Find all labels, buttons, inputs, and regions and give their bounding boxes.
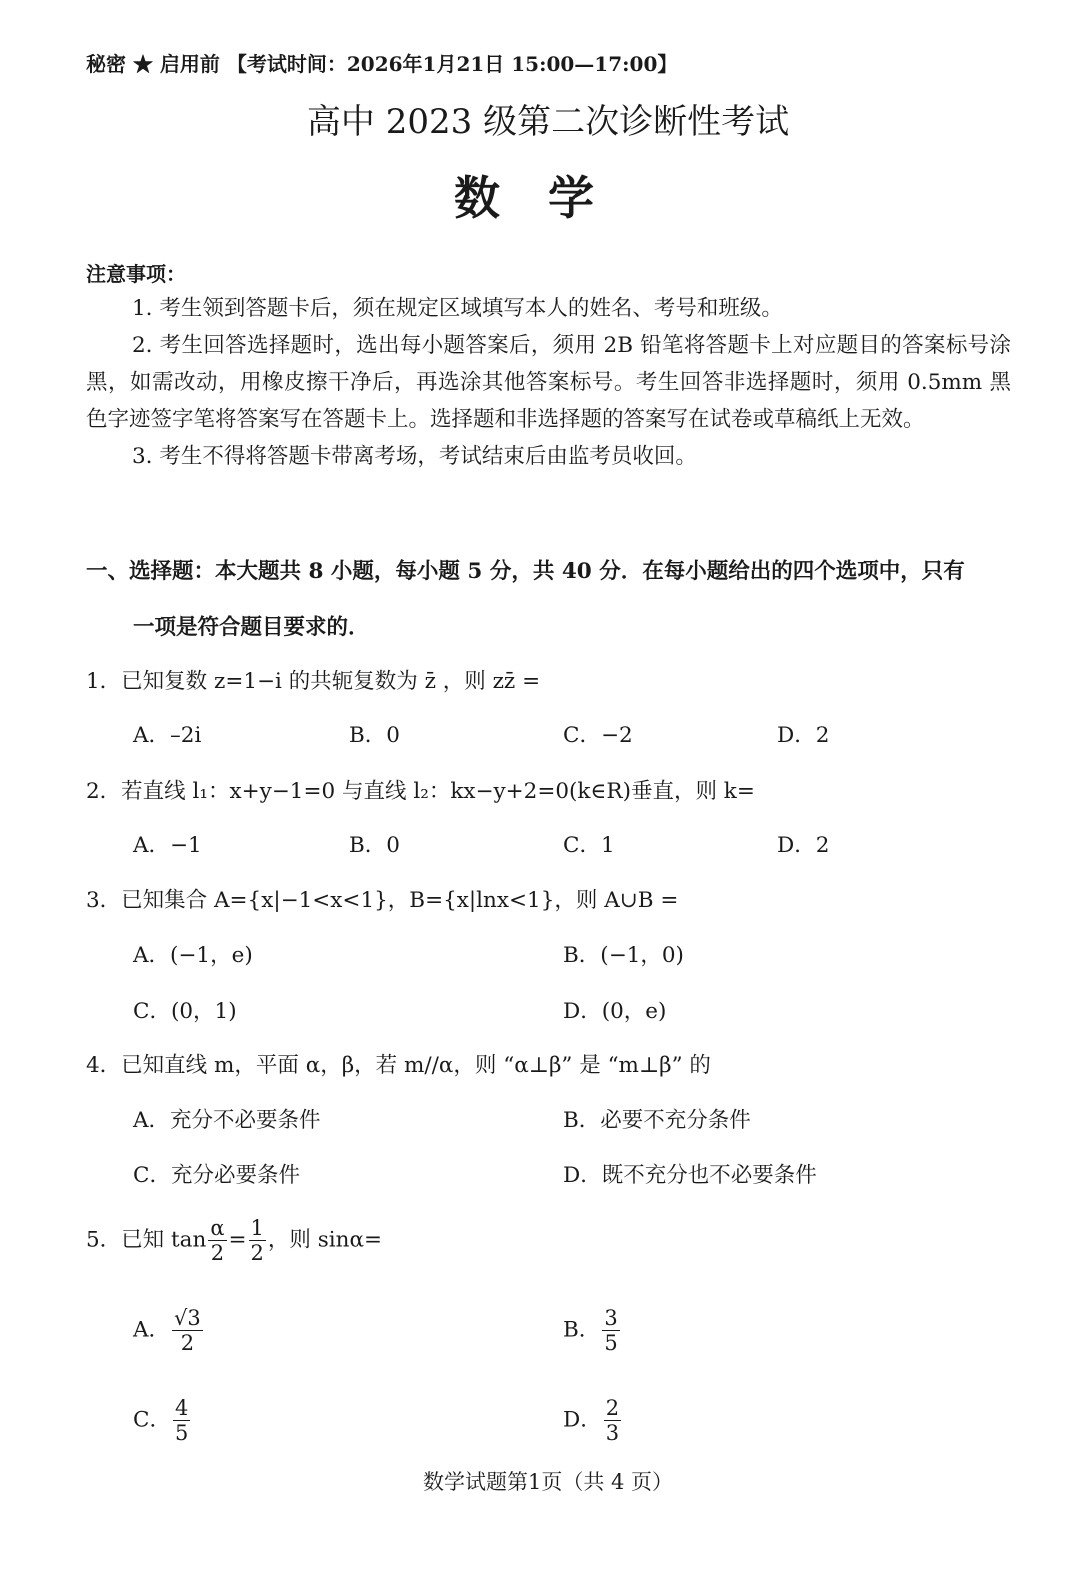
fraction: $\frac{4}{5}$	[174, 1396, 189, 1445]
fraction: $\frac{√3}{2}$	[174, 1306, 201, 1355]
question-1: 1．已知复数 z=1−i 的共轭复数为 z̄ ，则 zz̄ =	[86, 669, 541, 694]
option-a: A．–2i	[133, 723, 202, 748]
fraction: $\frac{1}{2}$	[250, 1216, 264, 1265]
stem-text: ，则 sinα=	[267, 1227, 383, 1253]
option-d: D． $\frac{2}{3}$	[563, 1396, 620, 1445]
note-item: 1. 考生领到答题卡后，须在规定区域填写本人的姓名、考号和班级。	[132, 296, 783, 321]
fraction: $\frac{2}{3}$	[605, 1396, 620, 1445]
fraction: $\frac{\alpha}{2}$	[210, 1216, 225, 1265]
option-a: A．充分不必要条件	[133, 1108, 321, 1133]
option-b: B．(−1，0)	[563, 943, 684, 968]
option-b: B．0	[349, 833, 400, 858]
stem-text: 5．已知 tan	[86, 1227, 207, 1253]
question-4: 4．已知直线 m，平面 α，β，若 m//α，则 “α⊥β” 是 “m⊥β” 的	[86, 1053, 711, 1078]
page-footer: 数学试题第1页（共 4 页）	[422, 1470, 674, 1494]
note-item: 3. 考生不得将答题卡带离考场，考试结束后由监考员收回。	[132, 444, 697, 469]
option-b: B．0	[349, 723, 400, 748]
fraction: $\frac{3}{5}$	[604, 1306, 618, 1355]
option-c: C． $\frac{4}{5}$	[133, 1396, 189, 1445]
option-c: C．充分必要条件	[133, 1163, 300, 1188]
option-b: B．必要不充分条件	[563, 1108, 751, 1133]
subject-title: 数学	[454, 171, 642, 225]
option-b: B． $\frac{3}{5}$	[563, 1306, 618, 1355]
option-c: C．(0，1)	[133, 999, 237, 1024]
notes-heading: 注意事项：	[86, 262, 186, 286]
question-2: 2．若直线 l₁：x+y−1=0 与直线 l₂：kx−y+2=0(k∈R)垂直，则 k=	[86, 779, 755, 804]
option-a: A．(−1，e)	[133, 943, 253, 968]
exam-title: 高中 2023 级第二次诊断性考试	[306, 102, 790, 142]
note-item: 2. 考生回答选择题时，选出每小题答案后，须用 2B 铅笔将答题卡上对应题目的答案标号涂黑，如需改动，用橡皮擦干净后，再选涂其他答案标号。考生回答非选择题时，须用 0.5mm 黑色字迹签字笔将答案写在答题卡上。选择题和非选择题的答案写在试卷或草稿纸上无效。	[86, 333, 1011, 432]
section-heading-cont: 一项是符合题目要求的．	[133, 615, 370, 640]
option-c: C．1	[563, 833, 615, 858]
option-d: D．2	[777, 833, 830, 858]
exam-time-header: 秘密 ★ 启用前 【考试时间：2026年1月21日 15:00—17:00】	[86, 52, 678, 76]
option-c: C．−2	[563, 723, 633, 748]
option-d: D．既不充分也不必要条件	[563, 1163, 817, 1188]
question-5: 5．已知 tan $\frac{\alpha}{2}$ = $\frac{1}{2}$ ，则 sinα=	[86, 1216, 383, 1265]
option-a: A．−1	[133, 833, 202, 858]
option-d: D．2	[777, 723, 830, 748]
question-3: 3．已知集合 A={x|−1<x<1}，B={x|lnx<1}，则 A∪B =	[86, 888, 679, 913]
notes-list	[86, 290, 1011, 475]
option-a: A． $\frac{√3}{2}$	[133, 1306, 201, 1355]
section-heading: 一、选择题：本大题共 8 小题，每小题 5 分，共 40 分．在每小题给出的四个选项中，只有	[86, 559, 965, 584]
option-d: D．(0，e)	[563, 999, 667, 1024]
